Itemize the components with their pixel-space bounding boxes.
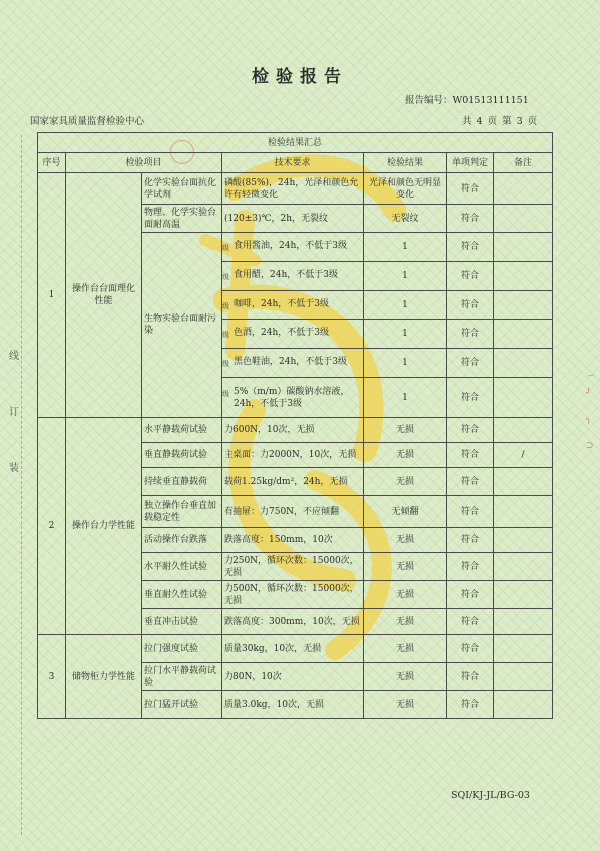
cell-requirement: 力500N，循环次数：15000次，无损	[222, 581, 364, 609]
cell-verdict: 符合	[447, 635, 494, 663]
cell-sub-item: 生物实验台面耐污染	[142, 233, 222, 418]
cell-result: 无损	[364, 553, 447, 581]
results-table	[37, 132, 553, 719]
cell-sub-item: 物理、化学实验台面耐高温	[142, 205, 222, 233]
cell-verdict: 符合	[447, 663, 494, 691]
cell-verdict: 符合	[447, 262, 494, 291]
grade-label: 级	[222, 360, 229, 368]
cell-verdict: 符合	[447, 581, 494, 609]
cell-requirement: 力80N，10次	[222, 663, 364, 691]
cell-remark	[494, 635, 553, 663]
cell-verdict: 符合	[447, 443, 494, 468]
cell-remark	[494, 233, 553, 262]
cell-requirement: 有抽屉：力750N，不应倾翻	[222, 496, 364, 528]
cell-result: 光泽和颜色无明显变化	[364, 173, 447, 205]
cell-sub-item: 垂直耐久性试验	[142, 581, 222, 609]
cell-remark	[494, 581, 553, 609]
requirement-text: 食用醋，24h，不低于3级	[234, 270, 338, 280]
cell-verdict: 符合	[447, 418, 494, 443]
binding-marks	[7, 350, 21, 476]
cell-seq: 1	[38, 173, 66, 418]
cell-result: 无裂纹	[364, 205, 447, 233]
cell-result: 无损	[364, 418, 447, 443]
cell-sub-item: 水平静载荷试验	[142, 418, 222, 443]
page-info: 共 4 页 第 3 页	[462, 116, 539, 127]
cell-requirement: 载荷1.25kg/dm²，24h，无损	[222, 468, 364, 496]
cell-remark	[494, 378, 553, 418]
header-verdict: 单项判定	[447, 153, 494, 173]
cell-remark	[494, 496, 553, 528]
cell-remark	[494, 173, 553, 205]
form-code: SQI/KJ-JL/BG-03	[451, 790, 530, 801]
cell-verdict: 符合	[447, 496, 494, 528]
cell-remark	[494, 553, 553, 581]
cell-verdict: 符合	[447, 691, 494, 719]
cell-remark	[494, 528, 553, 553]
cell-verdict: 符合	[447, 233, 494, 262]
cell-requirement	[222, 291, 364, 320]
cell-verdict: 符合	[447, 553, 494, 581]
requirement-text: 咖啡，24h，不低于3级	[234, 299, 329, 309]
cell-sub-item: 拉门猛开试验	[142, 691, 222, 719]
cell-group-name: 储物柜力学性能	[66, 635, 142, 719]
cell-result: 无损	[364, 663, 447, 691]
cell-requirement	[222, 320, 364, 349]
cell-requirement	[222, 349, 364, 378]
header-remark: 备注	[494, 153, 553, 173]
organization-name: 国家家具质量监督检验中心	[30, 116, 145, 127]
cell-verdict: 符合	[447, 378, 494, 418]
cell-requirement	[222, 378, 364, 418]
header-seq: 序号	[38, 153, 66, 173]
cell-remark: /	[494, 443, 553, 468]
cell-requirement: 主桌面：力2000N，10次，无损	[222, 443, 364, 468]
margin-stamp-mark: ⌒ ╯ ┐ ⊃	[586, 376, 596, 451]
table-row	[38, 418, 553, 443]
cell-sub-item: 独立操作台垂直加载稳定性	[142, 496, 222, 528]
cell-remark	[494, 262, 553, 291]
cell-result: 无损	[364, 468, 447, 496]
cell-sub-item: 水平耐久性试验	[142, 553, 222, 581]
cell-requirement	[222, 262, 364, 291]
cell-verdict: 符合	[447, 468, 494, 496]
requirement-text: 色酒，24h，不低于3级	[234, 328, 329, 338]
cell-requirement: 力600N，10次，无损	[222, 418, 364, 443]
grade-label: 级	[222, 302, 229, 310]
cell-remark	[494, 291, 553, 320]
cell-result: 无损	[364, 528, 447, 553]
header-requirement: 技术要求	[222, 153, 364, 173]
cell-group-name: 操作台力学性能	[66, 418, 142, 635]
binding-line	[21, 135, 22, 835]
cell-result: 无损	[364, 691, 447, 719]
cell-sub-item: 拉门强度试验	[142, 635, 222, 663]
table-caption: 检验结果汇总	[38, 133, 553, 153]
table-row	[38, 173, 553, 205]
cell-verdict: 符合	[447, 173, 494, 205]
cell-remark	[494, 205, 553, 233]
cell-remark	[494, 468, 553, 496]
cell-sub-item: 拉门水平静载荷试验	[142, 663, 222, 691]
cell-requirement	[222, 233, 364, 262]
cell-result: 无损	[364, 581, 447, 609]
cell-sub-item: 垂直冲击试验	[142, 609, 222, 635]
cell-verdict: 符合	[447, 205, 494, 233]
cell-result: 无损	[364, 635, 447, 663]
cell-result: 1	[364, 378, 447, 418]
cell-remark	[494, 349, 553, 378]
cell-sub-item: 化学实验台面抗化学试剂	[142, 173, 222, 205]
binding-char-2: 订	[9, 407, 19, 418]
grade-label: 级	[222, 389, 229, 398]
cell-sub-item: 垂直静载荷试验	[142, 443, 222, 468]
cell-seq: 2	[38, 418, 66, 635]
requirement-text: 食用酱油，24h，不低于3级	[234, 241, 347, 251]
cell-verdict: 符合	[447, 609, 494, 635]
table-row	[38, 635, 553, 663]
grade-label: 级	[222, 273, 229, 281]
header-result: 检验结果	[364, 153, 447, 173]
cell-result: 无损	[364, 443, 447, 468]
cell-result: 1	[364, 320, 447, 349]
cell-requirement: (120±3)℃，2h，无裂纹	[222, 205, 364, 233]
cell-requirement: 力250N，循环次数：15000次，无损	[222, 553, 364, 581]
cell-requirement: 质量3.0kg，10次，无损	[222, 691, 364, 719]
cell-verdict: 符合	[447, 528, 494, 553]
binding-char-1: 线	[9, 351, 19, 362]
cell-verdict: 符合	[447, 349, 494, 378]
cell-sub-item: 持续垂直静载荷	[142, 468, 222, 496]
cell-verdict: 符合	[447, 320, 494, 349]
report-number: 报告编号：W01513111151	[405, 95, 529, 106]
cell-result: 无损	[364, 609, 447, 635]
cell-group-name: 操作台台面理化性能	[66, 173, 142, 418]
cell-result: 1	[364, 349, 447, 378]
cell-result: 1	[364, 291, 447, 320]
cell-remark	[494, 663, 553, 691]
cell-requirement: 跌落高度：300mm，10次，无损	[222, 609, 364, 635]
cell-result: 1	[364, 233, 447, 262]
requirement-text: 5%（m/m）碳酸钠水溶液，24h，不低于3级	[234, 386, 350, 409]
cell-remark	[494, 418, 553, 443]
page-title: 检验报告	[252, 67, 348, 87]
cell-remark	[494, 609, 553, 635]
binding-char-3: 装	[9, 463, 19, 474]
cell-result: 1	[364, 262, 447, 291]
cell-requirement: 磷酸(85%)，24h，光泽和颜色允许有轻微变化	[222, 173, 364, 205]
grade-label: 级	[222, 244, 229, 252]
requirement-text: 黑色鞋油，24h，不低于3级	[234, 357, 347, 367]
header-item: 检验项目	[66, 153, 222, 173]
cell-sub-item: 活动操作台跌落	[142, 528, 222, 553]
cell-remark	[494, 691, 553, 719]
grade-label: 级	[222, 331, 229, 339]
cell-remark	[494, 320, 553, 349]
cell-verdict: 符合	[447, 291, 494, 320]
cell-seq: 3	[38, 635, 66, 719]
cell-result: 无倾翻	[364, 496, 447, 528]
cell-requirement: 质量30kg，10次，无损	[222, 635, 364, 663]
cell-requirement: 跌落高度：150mm，10次	[222, 528, 364, 553]
